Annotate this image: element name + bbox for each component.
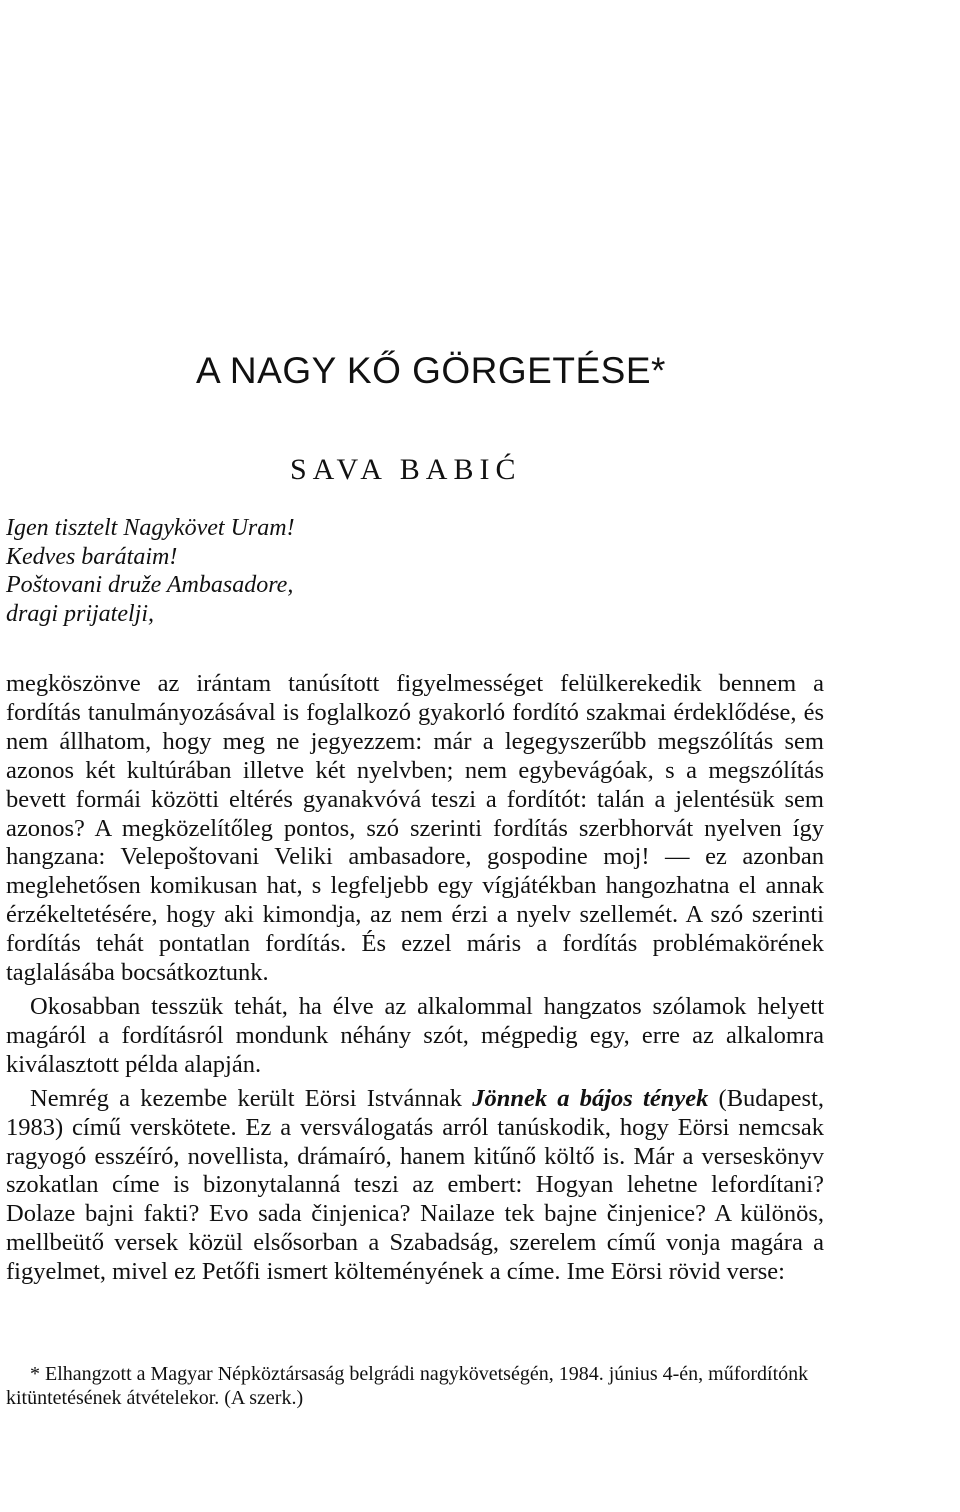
paragraph-2: Okosabban tesszük tehát, ha élve az alkalommal hangzatos szólamok helyett magáról a fordításról mondunk néhány szót, mégpedig egy, erre az alkalomra kiválasztott példa alapján. bbox=[6, 992, 824, 1078]
salutation-line: Kedves barátaim! bbox=[6, 543, 178, 570]
salutation-block bbox=[6, 514, 295, 628]
body-text bbox=[6, 670, 824, 1287]
paragraph-1: megköszönve az irántam tanúsított figyelmességet felülkerekedik bennem a fordítás tanulmányozásával is foglalkozó gyakorló fordító szakmai érdeklődése, és nem állhatom, hogy meg ne jegyezzem: már a legegyszerűbb megszólítás sem azonos két kultúrában illetve két nyelvben; nem egybevágóak, s a megszólítás bevett formái közötti eltérés gyanakvóvá teszi a fordítót: talán a jelentésük sem azonos? A megközelítőleg pontos, szó szerinti fordítás szerbhorvát nyelven így hangzana: Velepoštovani Veliki ambasadore, gospodine moj! — ez azonban meglehetősen komikusan hat, s legfeljebb egy vígjátékban hangozhatna el annak érzékeltetésére, hogy aki kimondja, az nem érzi a nyelv szellemét. A szó szerinti fordítás tehát pontatlan fordítás. És ezzel máris a fordítás problémakörének taglalásába bocsátkoztunk. bbox=[6, 670, 824, 987]
footnote: * Elhangzott a Magyar Népköztársaság belgrádi nagykövetségén, 1984. június 4-én, műfordítónk kitüntetésének átvételekor. (A szerk.) bbox=[6, 1363, 809, 1409]
salutation-line: dragi prijatelji, bbox=[6, 600, 155, 627]
salutation-line: Poštovani druže Ambasadore, bbox=[6, 572, 294, 598]
paragraph-3 bbox=[6, 1085, 824, 1287]
paragraph-3-rest: (Budapest, 1983) című verskötete. Ez a versválogatás arról tanúskodik, hogy Eörsi nemcsak ragyogó esszéíró, novellista, drámaíró, hanem kitűnő költő is. Már a verseskönyv szokatlan címe is bizonytalanná teszi az embert: Hogyan lehetne lefordítani? Dolaze bajni fakti? Evo sada činjenica? Nailaze tek bajne činjenice? A különös, mellbeütő versek közül elsősorban a Szabadság, szerelem című vonja magára a figyelmet, mivel ez Petőfi ismert költeményének a címe. Ime Eörsi rövid verse: bbox=[6, 1084, 824, 1286]
page-title: A NAGY KŐ GÖRGETÉSE* bbox=[196, 350, 666, 391]
paragraph-3-lead: Nemrég a kezembe került Eörsi Istvánnak bbox=[30, 1084, 473, 1112]
author-name: SAVA BABIĆ bbox=[290, 453, 522, 486]
book-title: Jönnek a bájos tények bbox=[472, 1084, 709, 1112]
salutation-line: Igen tisztelt Nagykövet Uram! bbox=[6, 515, 295, 541]
